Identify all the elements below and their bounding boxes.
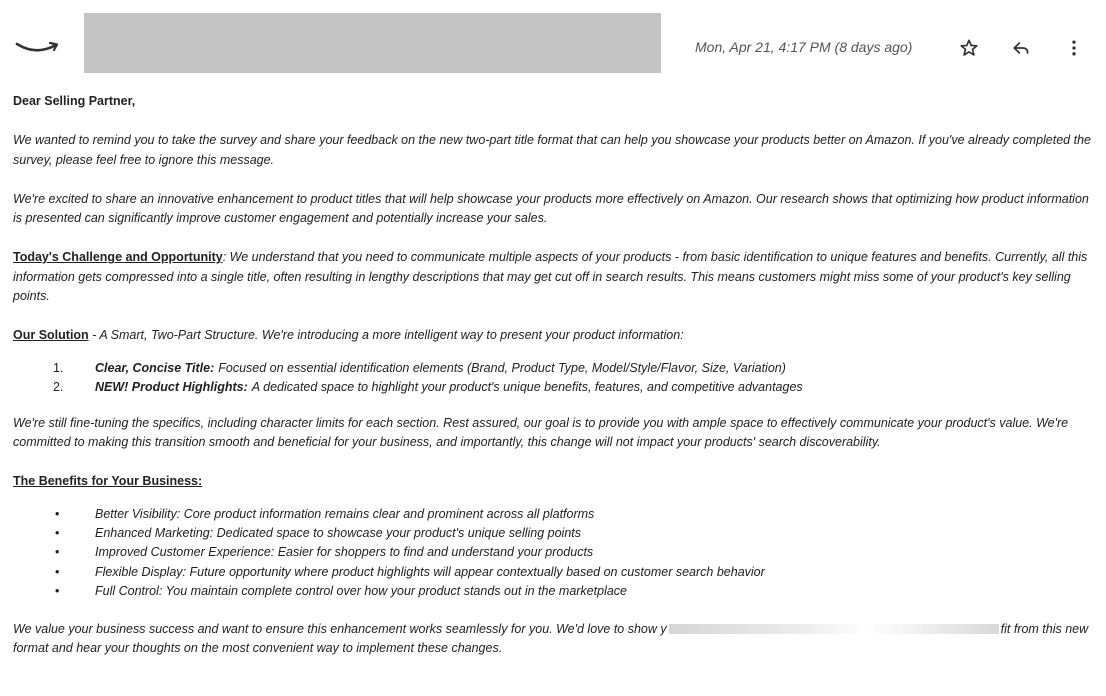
challenge-text: : We understand that you need to communicate multiple aspects of your products - from basic identification to unique features and benefits. Currently, all this information gets compressed into a single title, often resulting in lengthy descriptions that may get cut off in search results. This means customers might miss some of your product's key selling points.: [13, 250, 1088, 304]
email-header: [0, 0, 1106, 85]
list-item-text: Improved Customer Experience: Easier for shoppers to find and understand your products: [95, 545, 594, 560]
list-item: [13, 563, 1093, 582]
reply-icon: [1011, 38, 1031, 58]
bullet: •: [55, 564, 60, 579]
bullet: •: [55, 506, 60, 521]
list-number: 1.: [53, 360, 64, 375]
star-icon: [959, 38, 979, 58]
redacted-text: [669, 624, 999, 634]
more-vertical-icon: [1064, 38, 1084, 58]
solution-paragraph: [13, 326, 1093, 345]
fine-tuning-paragraph: We're still fine-tuning the specifics, including character limits for each section. Rest assured, our goal is to provide you with ample space to effectively communicate your product's value. We're committed to making this transition smooth and beneficial for your business, and importantly, this change will not impact your products' search discoverability.: [13, 415, 1069, 449]
benefits-list: [13, 505, 1093, 602]
list-item-text: A dedicated space to highlight your product's unique benefits, features, and competitive advantages: [251, 379, 803, 394]
closing-text-end: fit from this new format and hear your thoughts on the most convenient way to implement these changes.: [13, 621, 1089, 655]
email-body: [13, 92, 1093, 678]
closing-text-start: We value your business success and want to ensure this enhancement works seamlessly for you. We'd love to show y: [13, 621, 667, 636]
redacted-sender-info: [84, 13, 661, 73]
email-date: Mon, Apr 21, 4:17 PM (8 days ago): [695, 39, 913, 55]
list-item: [13, 505, 1093, 524]
bullet: •: [55, 545, 60, 560]
list-number: 2.: [53, 379, 64, 394]
list-item: [13, 543, 1093, 562]
more-options-button[interactable]: [1060, 34, 1088, 62]
list-item: [13, 359, 1093, 378]
list-item: [13, 524, 1093, 543]
reply-button[interactable]: [1007, 34, 1035, 62]
list-item-title: Clear, Concise Title:: [95, 360, 215, 375]
benefits-heading: The Benefits for Your Business:: [13, 474, 203, 489]
intro-paragraph: We're excited to share an innovative enhancement to product titles that will help showcase your products more effectively on Amazon. Our research shows that optimizing how product information is presented can significantly improve customer engagement and potentially increase your sales.: [13, 191, 1089, 226]
solution-heading: Our Solution: [13, 328, 89, 343]
list-item-text: Better Visibility: Core product information remains clear and prominent across all platforms: [95, 506, 595, 521]
star-button[interactable]: [955, 34, 983, 62]
list-item-text: Enhanced Marketing: Dedicated space to showcase your product's unique selling points: [95, 525, 582, 540]
list-item-text: Focused on essential identification elements (Brand, Product Type, Model/Style/Flavor, Size, Variation): [218, 360, 786, 375]
benefits-heading-line: [13, 472, 1093, 491]
survey-reminder-paragraph: We wanted to remind you to take the survey and share your feedback on the new two-part title format that can help you showcase your products better on Amazon. If you've already completed the survey, please feel free to ignore this message.: [13, 133, 1091, 167]
bullet: •: [55, 584, 60, 599]
challenge-heading: Today's Challenge and Opportunity: [13, 250, 223, 265]
list-item: [13, 582, 1093, 601]
list-item-text: Full Control: You maintain complete control over how your product stands out in the marketplace: [95, 584, 627, 599]
solution-list: [13, 359, 1093, 397]
list-item: [13, 378, 1093, 397]
closing-paragraph: [13, 620, 1093, 659]
bullet: •: [55, 525, 60, 540]
list-item-title: NEW! Product Highlights:: [95, 379, 248, 394]
challenge-paragraph: [13, 248, 1093, 306]
amazon-smile-icon: [14, 36, 62, 58]
solution-text: - A Smart, Two-Part Structure. We're introducing a more intelligent way to present your product information:: [88, 328, 684, 343]
email-greeting: Dear Selling Partner,: [13, 94, 136, 108]
list-item-text: Flexible Display: Future opportunity where product highlights will appear contextually based on customer search behavior: [95, 564, 765, 579]
